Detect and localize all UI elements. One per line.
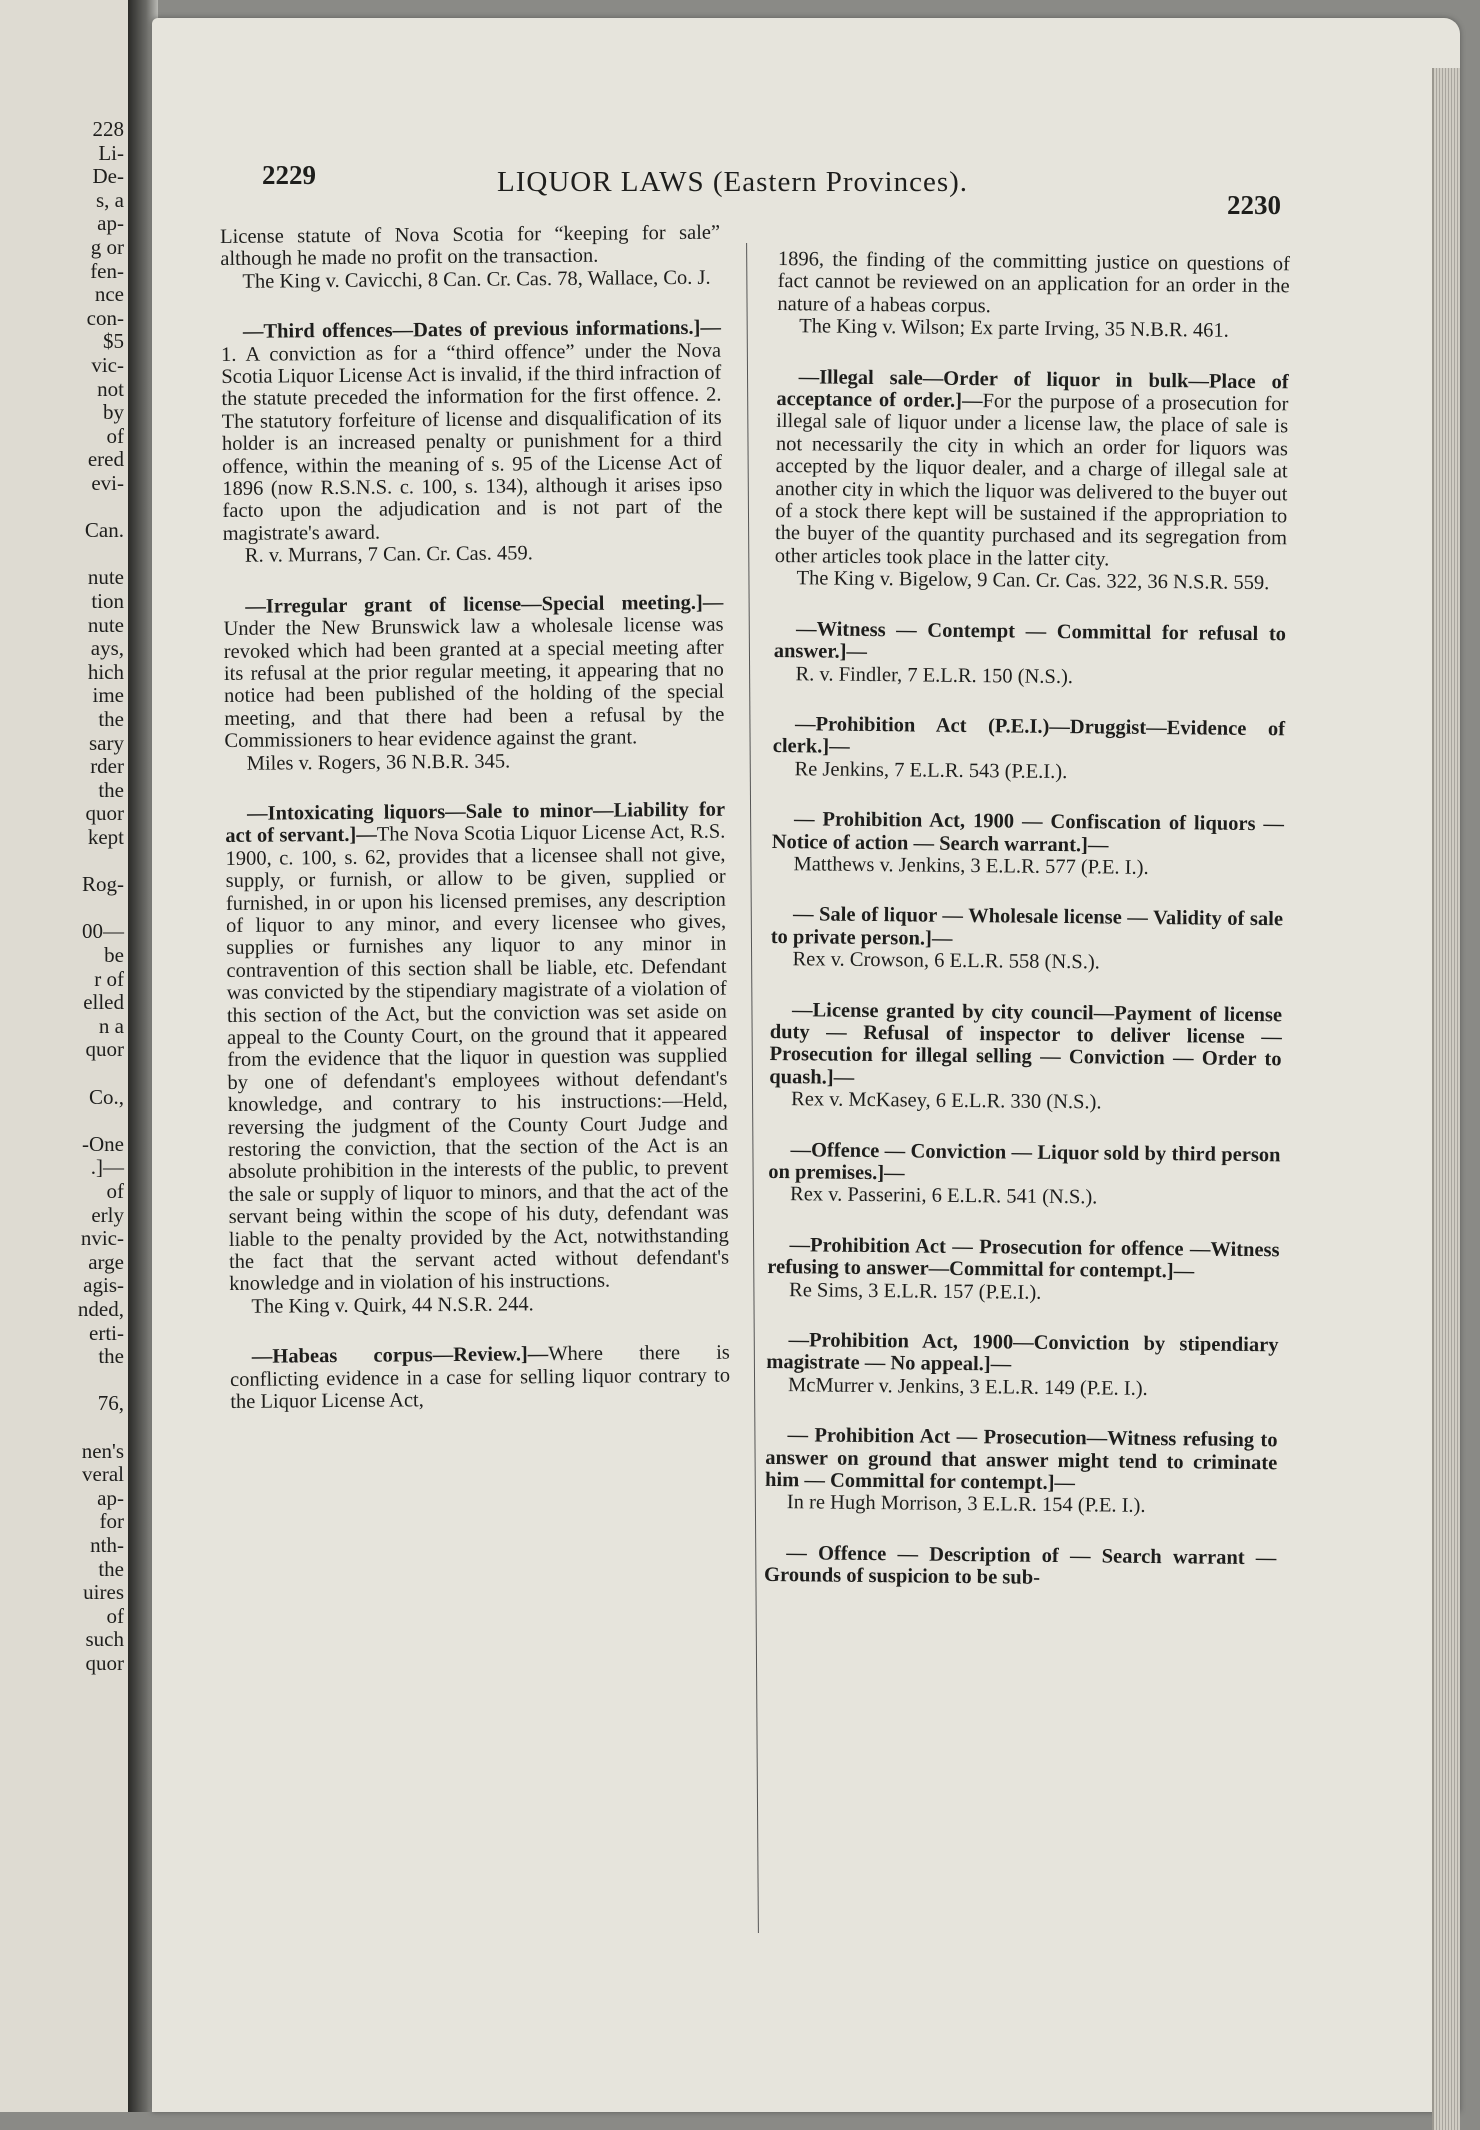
entry-paragraph — [772, 808, 1284, 858]
prev-page-line: ime — [92, 683, 124, 708]
digest-entry — [774, 366, 1288, 595]
entry-text: The Nova Scotia Liquor License Act, R.S. 1900, c. 100, s. 62, provides that a licensee shall not give, supply, or furnish, or allow to be given, supplied or furnished, in or upon his licensed premises, any description of liquor to any minor, and every licensee who gives, supplies or furnishes any liquor to any minor in contravention of this section shall be liable, etc. Defendant was convicted by the stipendiary magistrate of a violation of this section of the Act, but the conviction was set aside on appeal to the County Court, on the ground that it appeared from the evidence that the liquor in question was supplied by one of defendant's employees without defendant's knowledge, and contrary to his instructions:—Held, reversing the judgment of the County Court Judge and restoring the conviction, that the section of the Act is an absolute prohibition in the interests of the public, to prevent the sale or supply of liquor to minors, and that the act of the servant being within the scope of his duty, defendant was liable to the penalty provided by the Act, notwithstanding the fact that the servant acted without defendant's knowledge and in violation of his instructions. — [225, 820, 730, 1296]
prev-page-line: hich — [87, 659, 124, 684]
page-header — [152, 150, 1460, 220]
prev-page-line: r of — [94, 966, 124, 991]
prev-page-line: Co., — [88, 1084, 124, 1109]
entry-heading: —Prohibition Act (P.E.I.)—Druggist—Evidence of clerk.]— — [772, 713, 1286, 759]
entry-heading: — Prohibition Act, 1900 — Confiscation of liquors — Notice of action — Search warrant.]— — [771, 808, 1285, 857]
case-citation: The King v. Wilson; Ex parte Irving, 35 N.B.R. 461. — [799, 315, 1229, 342]
entry-heading: —Intoxicating liquors—Sale to minor—Liability for act of servant.]— — [225, 798, 726, 848]
prev-page-line: be — [104, 943, 124, 967]
prev-page-line: Li- — [98, 140, 124, 165]
prev-page-line: quor — [85, 1037, 124, 1062]
entry-text: For the purpose of a prosecution for illegal sale of liquor under a license law, the place of sale is not necessarily the city in which an order for liquors was accepted by the liquor dealer, and a charge of illegal sale at another city in which the liquor was delivered to the buyer out of a stock there kept will be sustained if the appropriation to the buyer of the quantity purchased and its segregation from other articles took place in the latter city. — [774, 390, 1289, 571]
prev-page-line: ap- — [97, 211, 124, 236]
digest-entry — [221, 317, 723, 568]
page-stack-edge — [1432, 68, 1460, 2130]
entry-heading: — Offence — Description of — Search warrant — Grounds of suspicion to be sub- — [763, 1542, 1277, 1590]
entry-heading: —License granted by city council—Payment of license duty — Refusal of inspector to deliver license — Prosecution for illegal selling — Conviction — Order to quash.]— — [769, 998, 1283, 1089]
digest-entry — [764, 1542, 1276, 1592]
entry-heading: —Offence — Conviction — Liquor sold by third person on premises.]— — [768, 1138, 1281, 1185]
prev-page-line: 228 — [92, 117, 124, 141]
prev-page-line: erly — [91, 1202, 124, 1227]
prev-page-line: quor — [85, 801, 124, 826]
prev-page-line: erti- — [89, 1320, 124, 1345]
prev-page-line: n a — [98, 1013, 124, 1038]
prev-page-line: rder — [90, 754, 124, 779]
prev-page-line: nute — [87, 565, 124, 590]
continuation-entry — [220, 222, 721, 294]
prev-page-line: con- — [86, 305, 124, 330]
prev-page-line: 76, — [97, 1391, 124, 1416]
case-citation: R. v. Murrans, 7 Can. Cr. Cas. 459. — [244, 542, 533, 568]
prev-page-line: of — [106, 423, 124, 448]
prev-page-line: ays, — [90, 636, 124, 661]
entry-heading: —Irregular grant of license—Special meeting.]— — [245, 591, 724, 618]
prev-page-line: for — [99, 1509, 124, 1534]
entry-paragraph — [771, 903, 1283, 953]
prev-page-line: nen's — [81, 1438, 124, 1463]
prev-page-line: sary — [89, 730, 124, 755]
case-citation: The King v. Cavicchi, 8 Can. Cr. Cas. 78, Wallace, Co. J. — [242, 266, 711, 293]
digest-entry — [773, 618, 1286, 691]
prev-page-line: vic- — [91, 353, 124, 377]
entry-heading: —Third offences—Dates of previous informations.]— — [242, 316, 722, 344]
entry-heading: —Habeas corpus—Review.]— — [251, 1343, 549, 1369]
prev-page-line: evi- — [91, 471, 124, 495]
column-rule — [746, 243, 759, 1933]
entry-paragraph — [765, 1424, 1278, 1497]
prev-page-line: nvic- — [80, 1226, 124, 1251]
continuation-text: 1896, the finding of the committing justice on questions of fact cannot be reviewed on an application for an order in the nature of a habeas corpus. — [777, 248, 1290, 318]
entry-heading: —Witness — Contempt — Committal for refusal to answer.]— — [773, 617, 1287, 664]
digest-entry — [765, 1424, 1278, 1519]
prev-page-line: quor — [85, 1651, 124, 1675]
prev-page-line: nce — [94, 282, 124, 307]
case-citation: Rex v. Crowson, 6 E.L.R. 558 (N.S.). — [792, 948, 1100, 974]
entry-heading: —Prohibition Act, 1900—Conviction by stipendiary magistrate — No appeal.]— — [766, 1329, 1279, 1376]
digest-entry — [230, 1342, 731, 1414]
entry-heading: — Prohibition Act — Prosecution—Witness refusing to answer on ground that answer might tend to criminate him — Committal for contempt.]— — [764, 1424, 1278, 1495]
prev-page-line: agis- — [83, 1273, 124, 1298]
digest-entry — [766, 1329, 1279, 1402]
entry-heading: —Prohibition Act — Prosecution for offence —Witness refusing to answer—Committal for contempt.]— — [767, 1233, 1280, 1283]
prev-page-line: such — [85, 1627, 124, 1652]
entry-paragraph — [769, 999, 1282, 1094]
entry-paragraph — [768, 1139, 1280, 1189]
prev-page-line: the — [98, 1556, 124, 1581]
prev-page-line: ered — [87, 447, 124, 472]
book-page — [152, 18, 1460, 2112]
entry-paragraph — [764, 1542, 1276, 1592]
prev-page-line: Rog- — [82, 872, 124, 897]
prev-page-line: s, a — [96, 187, 124, 212]
prev-page-line: the — [98, 777, 124, 802]
prev-page-line: veral — [82, 1462, 124, 1487]
entry-paragraph — [774, 618, 1286, 668]
digest-entry — [767, 1234, 1280, 1307]
digest-entry — [768, 1139, 1281, 1212]
prev-page-line: 00— — [82, 919, 124, 944]
entry-heading: —Illegal sale—Order of liquor in bulk—Place of acceptance of order.]— — [776, 365, 1289, 413]
continuation-entry — [777, 248, 1290, 343]
entry-text: Where there is conflicting evidence in a case for selling liquor contrary to the Liquor License Act, — [229, 1341, 731, 1414]
prev-page-line: De- — [92, 164, 124, 189]
right-column — [764, 248, 1290, 1620]
case-citation: Re Sims, 3 E.L.R. 157 (P.E.I.). — [788, 1278, 1042, 1304]
prev-page-line: $5 — [103, 329, 124, 354]
prev-page-line: of — [106, 1179, 124, 1203]
entry-paragraph — [225, 799, 729, 1296]
entry-text: 1. A conviction as for a “third offence” under the Nova Scotia Liquor License Act is invalid, if the third infraction of the statute preceded the information for the first offence. 2. The statutory forfeiture of license and disqualification of its holder is an increased penalty or punishment for a third offence, within the meaning of s. 95 of the License Act of 1896 (now R.S.N.S. c. 100, s. 134), although it arises ipso facto upon the adjudication and is not part of the magistrate's award. — [221, 339, 723, 545]
prev-page-line: the — [98, 707, 124, 731]
prev-page-line: nded, — [77, 1297, 124, 1321]
case-citation: Miles v. Rogers, 36 N.B.R. 345. — [246, 750, 511, 775]
prev-page-line: elled — [83, 990, 124, 1015]
prev-page-line: ap- — [97, 1485, 124, 1510]
left-column — [220, 222, 731, 1442]
entry-heading: — Sale of liquor — Wholesale license — Validity of sale to private person.]— — [770, 903, 1284, 950]
continuation-text: License statute of Nova Scotia for “keeping for sale” although he made no profit on the transaction. — [220, 221, 721, 271]
prev-page-line: kept — [87, 825, 124, 849]
entry-paragraph — [223, 591, 724, 752]
page-number-right: 2230 — [1227, 190, 1281, 220]
digest-entry — [769, 999, 1282, 1116]
page-number-left: 2229 — [262, 160, 316, 190]
entry-paragraph — [230, 1342, 731, 1414]
case-citation: The King v. Bigelow, 9 Can. Cr. Cas. 322, 36 N.S.R. 559. — [796, 567, 1270, 595]
digest-entry — [225, 799, 729, 1319]
prev-page-line: tion — [91, 589, 124, 613]
case-citation: Rex v. McKasey, 6 E.L.R. 330 (N.S.). — [790, 1088, 1102, 1114]
prev-page-line: arge — [88, 1249, 124, 1274]
entry-paragraph — [766, 1329, 1278, 1379]
entry-paragraph — [775, 366, 1289, 573]
entry-paragraph — [773, 713, 1285, 763]
case-citation: McMurrer v. Jenkins, 3 E.L.R. 149 (P.E. I.). — [787, 1374, 1148, 1400]
case-citation: R. v. Findler, 7 E.L.R. 150 (N.S.). — [795, 662, 1074, 688]
entry-paragraph — [221, 317, 723, 545]
digest-entry — [772, 713, 1285, 786]
prev-page-line: the — [98, 1344, 124, 1369]
case-citation: Re Jenkins, 7 E.L.R. 543 (P.E.I.). — [794, 757, 1068, 783]
case-citation: The King v. Quirk, 44 N.S.R. 244. — [251, 1293, 534, 1318]
case-citation: In re Hugh Morrison, 3 E.L.R. 154 (P.E. I.). — [786, 1491, 1146, 1518]
prev-page-line: g or — [90, 235, 124, 259]
case-citation: Rex v. Passerini, 6 E.L.R. 541 (N.S.). — [789, 1183, 1098, 1209]
prev-page-line: nth- — [90, 1533, 124, 1557]
prev-page-line: uires — [83, 1580, 124, 1605]
entry-text: Under the New Brunswick law a wholesale license was revoked which had been granted at a special meeting after its refusal at the prior regular meeting, it appearing that no notice had been published of the holding of the special meeting, and that there had been a refusal by the Commissioners to hear evidence against the grant. — [223, 613, 725, 753]
previous-page-fragment — [0, 0, 132, 2112]
prev-page-line: .]— — [90, 1155, 124, 1180]
digest-entry — [223, 591, 725, 775]
prev-page-line: fen- — [90, 258, 124, 283]
prev-page-line: Can. — [84, 518, 124, 543]
entry-paragraph — [767, 1234, 1279, 1284]
running-title: LIQUOR LAWS (Eastern Provinces). — [497, 166, 969, 198]
prev-page-line: by — [103, 400, 124, 425]
digest-entry — [770, 903, 1283, 976]
digest-entry — [771, 808, 1284, 881]
prev-page-line: nute — [87, 612, 124, 637]
prev-page-line: -One — [82, 1131, 124, 1156]
prev-page-line: not — [97, 376, 124, 401]
case-citation: Matthews v. Jenkins, 3 E.L.R. 577 (P.E. I.). — [793, 853, 1149, 879]
prev-page-line: of — [106, 1603, 124, 1628]
